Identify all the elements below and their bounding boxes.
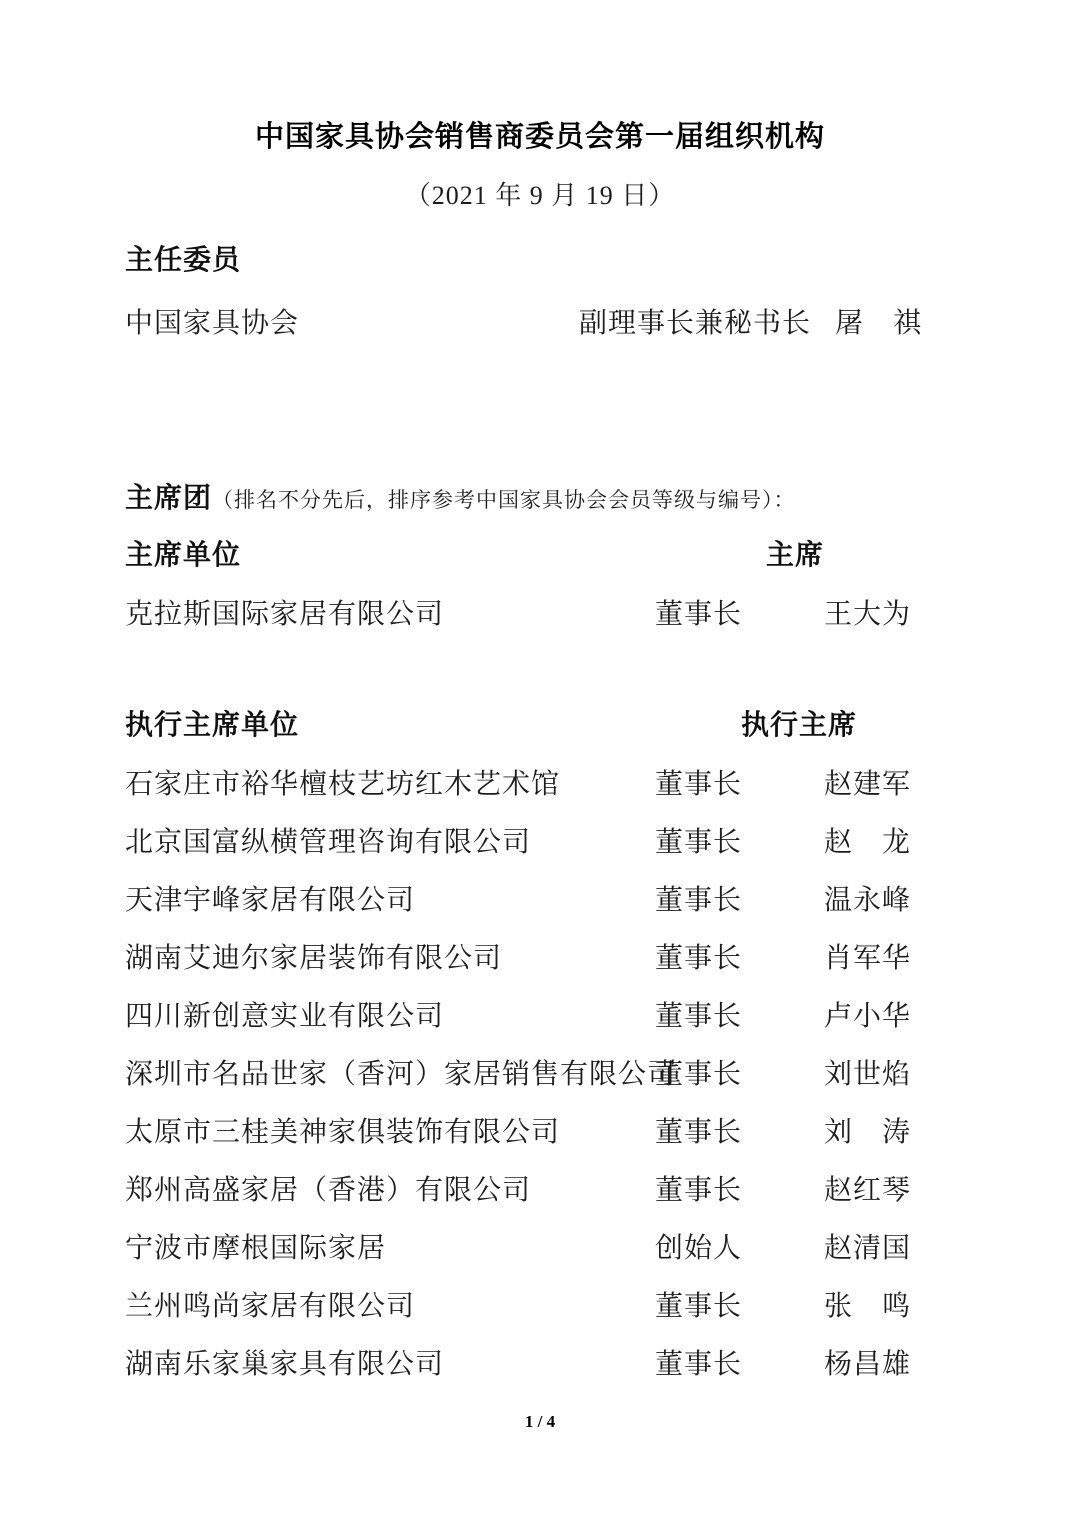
org-cell: 北京国富纵横管理咨询有限公司 xyxy=(125,827,532,858)
title-cell: 创始人 xyxy=(655,1233,743,1264)
name-cell: 肖军华 xyxy=(824,943,912,974)
table-row xyxy=(125,1233,955,1265)
org-cell: 中国家具协会 xyxy=(125,308,300,339)
table-row xyxy=(125,827,955,859)
name-cell: 王大为 xyxy=(824,599,912,630)
org-cell: 四川新创意实业有限公司 xyxy=(125,1001,445,1032)
table-row xyxy=(125,943,955,975)
name-cell: 温永峰 xyxy=(824,885,912,916)
name-cell: 刘世焰 xyxy=(824,1059,912,1090)
title-cell: 副理事长兼秘书长 xyxy=(579,308,812,339)
presidium-heading-label: 主席团 xyxy=(125,483,213,514)
title-cell: 董事长 xyxy=(655,885,743,916)
page-indicator: 1 / 4 xyxy=(524,1412,556,1431)
title-cell: 董事长 xyxy=(655,827,743,858)
table-row xyxy=(125,1059,955,1091)
table-row xyxy=(125,1117,955,1149)
title-cell: 董事长 xyxy=(655,1059,743,1090)
org-cell: 太原市三桂美神家俱装饰有限公司 xyxy=(125,1117,561,1148)
name-cell: 张 鸣 xyxy=(824,1291,912,1322)
name-cell: 赵建军 xyxy=(824,769,912,800)
title-cell: 董事长 xyxy=(655,1175,743,1206)
table-row xyxy=(125,599,955,631)
chair-org-header: 主席单位 xyxy=(125,540,242,571)
name-cell: 赵红琴 xyxy=(824,1175,912,1206)
name-cell: 卢小华 xyxy=(824,1001,912,1032)
table-row xyxy=(125,1349,955,1381)
org-cell: 湖南艾迪尔家居装饰有限公司 xyxy=(125,943,503,974)
title-cell: 董事长 xyxy=(655,1291,743,1322)
title-cell: 董事长 xyxy=(655,1117,743,1148)
name-cell: 赵清国 xyxy=(824,1233,912,1264)
table-row xyxy=(125,1175,955,1207)
title-cell: 董事长 xyxy=(655,1349,743,1380)
org-cell: 石家庄市裕华檀枝艺坊红木艺术馆 xyxy=(125,769,561,800)
title-cell: 董事长 xyxy=(655,943,743,974)
director-section-heading: 主任委员 xyxy=(125,245,242,276)
document-date: （2021 年 9 月 19 日） xyxy=(404,181,676,210)
org-cell: 湖南乐家巢家具有限公司 xyxy=(125,1349,445,1380)
table-row xyxy=(125,1291,955,1323)
name-cell: 刘 涛 xyxy=(824,1117,912,1148)
chair-header-row xyxy=(125,539,955,573)
document-body xyxy=(0,244,1080,1381)
title-cell: 董事长 xyxy=(655,769,743,800)
name-cell: 杨昌雄 xyxy=(824,1349,912,1380)
table-row xyxy=(125,885,955,917)
org-cell: 兰州鸣尚家居有限公司 xyxy=(125,1291,416,1322)
org-cell: 深圳市名品世家（香河）家居销售有限公司 xyxy=(125,1059,677,1090)
page-title: 中国家具协会销售商委员会第一届组织机构 xyxy=(254,121,825,153)
presidium-heading-note: （排名不分先后，排序参考中国家具协会会员等级与编号）： xyxy=(212,488,796,512)
presidium-heading xyxy=(125,482,955,517)
table-row xyxy=(125,1001,955,1033)
org-cell: 郑州高盛家居（香港）有限公司 xyxy=(125,1175,532,1206)
title-cell: 董事长 xyxy=(655,599,743,630)
table-row xyxy=(125,769,955,801)
name-cell: 赵 龙 xyxy=(824,827,912,858)
org-cell: 克拉斯国际家居有限公司 xyxy=(125,599,445,630)
org-cell: 天津宇峰家居有限公司 xyxy=(125,885,416,916)
org-cell: 宁波市摩根国际家居 xyxy=(125,1233,387,1264)
exec-org-header: 执行主席单位 xyxy=(125,710,300,741)
exec-role-header: 执行主席 xyxy=(741,710,858,741)
table-row xyxy=(125,308,955,340)
exec-header-row xyxy=(125,709,955,743)
title-cell: 董事长 xyxy=(655,1001,743,1032)
chair-role-header: 主席 xyxy=(766,540,825,571)
name-cell: 屠 祺 xyxy=(835,308,923,339)
